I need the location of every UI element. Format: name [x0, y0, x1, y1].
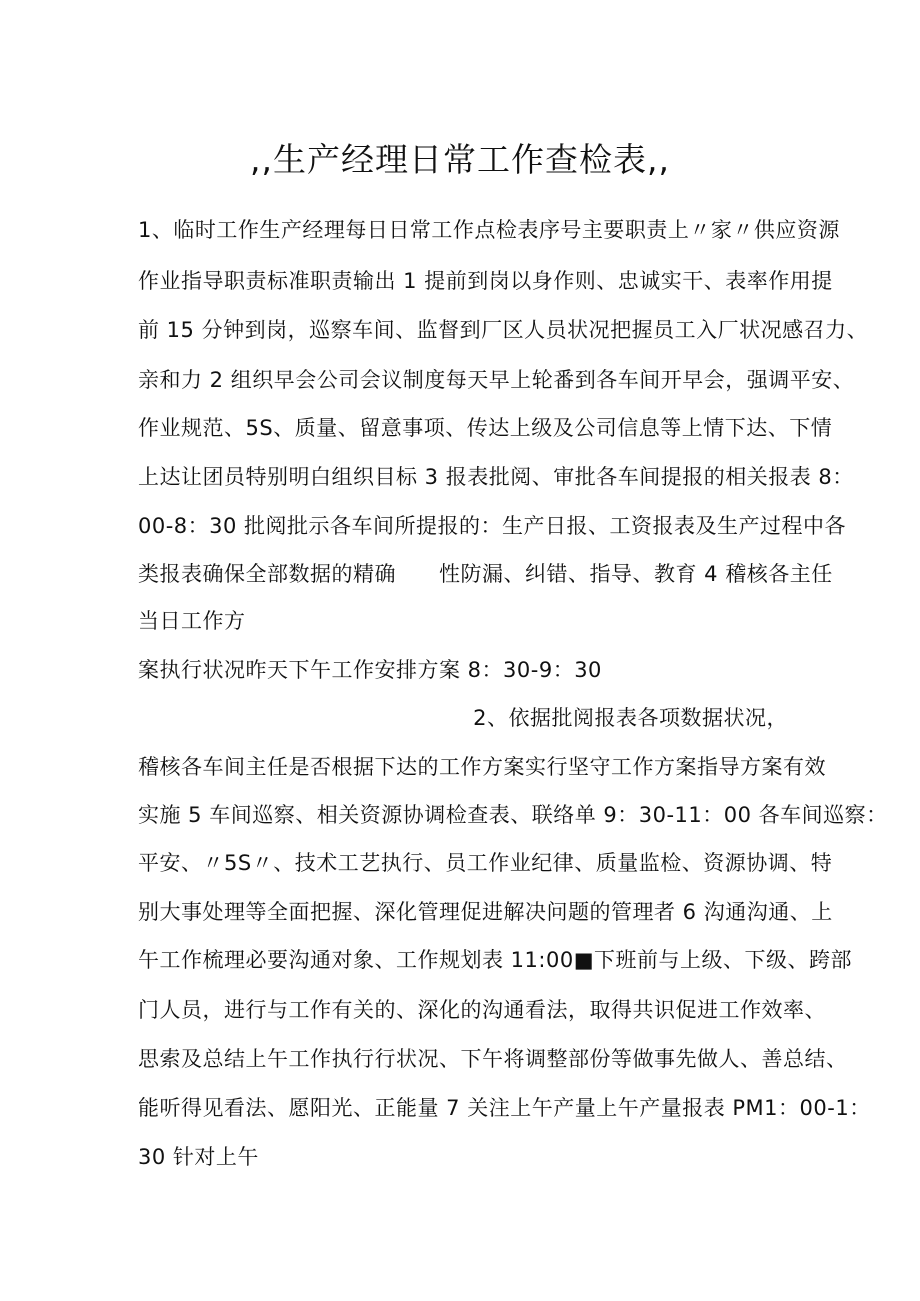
text-line-6: 上达让团员特别明白组织目标 3 报表批阅、审批各车间提报的相关报表 8：: [138, 465, 854, 489]
text-line-10: 案执行状况昨天下午工作安排方案 8：30-9：30: [138, 658, 602, 682]
text-line-18: 思索及总结上午工作执行行状况、下午将调整部份等做事先做人、善总结、: [138, 1047, 848, 1071]
text-line-19: 能听得见看法、愿阳光、正能量 7 关注上午产量上午产量报表 PM1：00-1：: [138, 1096, 871, 1120]
text-line-4: 亲和力 2 组织早会公司会议制度每天早上轮番到各车间开早会，强调平安、: [138, 368, 855, 392]
text-line-5: 作业规范、5S、质量、留意事项、传达上级及公司信息等上情下达、下情: [138, 416, 833, 440]
text-line-9: 当日工作方: [138, 609, 246, 633]
text-line-12: 稽核各车间主任是否根据下达的工作方案实行坚守工作方案指导方案有效: [138, 755, 826, 779]
text-line-11: 2、依据批阅报表各项数据状况，: [473, 706, 788, 730]
text-line-7: 00-8：30 批阅批示各车间所提报的：生产日报、工资报表及生产过程中各: [138, 514, 847, 538]
text-line-14: 平安、〃5S〃、技术工艺执行、员工作业纪律、质量监检、资源协调、特: [138, 851, 833, 875]
text-line-16: 午工作梳理必要沟通对象、工作规划表 11:00■下班前与上级、下级、跨部: [138, 948, 853, 972]
document-title: ,,生产经理日常工作查检表,,: [250, 140, 670, 179]
text-line-20: 30 针对上午: [138, 1145, 259, 1169]
text-line-2: 作业指导职责标准职责输出 1 提前到岗以身作则、忠诚实干、表率作用提: [138, 269, 833, 293]
text-line-3: 前 15 分钟到岗，巡察车间、监督到厂区人员状况把握员工入厂状况感召力、: [138, 318, 869, 342]
text-line-8: 类报表确保全部数据的精确 性防漏、纠错、指导、教育 4 稽核各主任: [138, 562, 833, 586]
text-line-17: 门人员，进行与工作有关的、深化的沟通看法，取得共识促进工作效率、: [138, 998, 826, 1022]
text-line-13: 实施 5 车间巡察、相关资源协调检查表、联络单 9：30-11：00 各车间巡察：: [138, 803, 888, 827]
text-line-1: 1、临时工作生产经理每日日常工作点检表序号主要职责上〃家〃供应资源: [138, 218, 840, 242]
text-line-15: 别大事处理等全面把握、深化管理促进解决问题的管理者 6 沟通沟通、上: [138, 900, 833, 924]
